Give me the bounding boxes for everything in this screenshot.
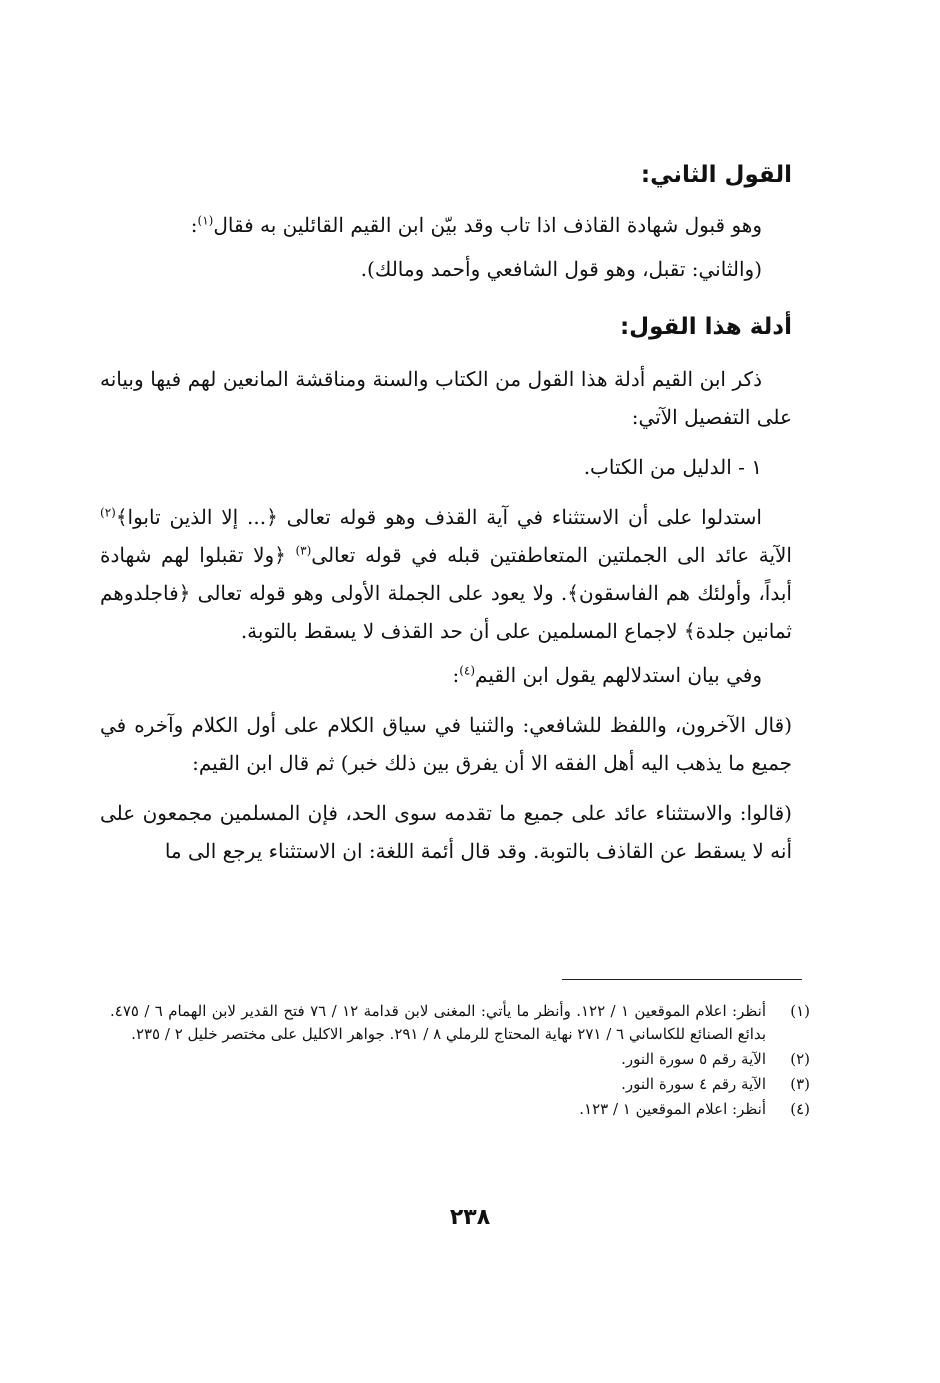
istidlal-text-a: استدلوا على أن الاستثناء في آية القذف وهو قوله تعالى ﴿... إلا الذين تابوا﴾ — [115, 505, 762, 529]
heading-second-opinion: القول الثاني: — [640, 162, 792, 188]
paragraph-intro — [100, 206, 792, 244]
paragraph-evidence-intro: ذكر ابن القيم أدلة هذا القول من الكتاب والسنة ومناقشة المانعين لهم فيها وبيانه على التفصيل الآتي: — [100, 367, 792, 429]
footnote-number: (٢) — [790, 1050, 810, 1068]
footnote-divider — [562, 979, 802, 980]
paragraph-bayan — [100, 656, 792, 694]
footnotes — [110, 1000, 810, 1123]
footnote-number: (٤) — [790, 1100, 810, 1118]
footnote-item — [110, 1098, 810, 1121]
footnote-number: (١) — [790, 1002, 810, 1020]
paragraph-quote-2: (قال الآخرون، واللفظ للشافعي: والثنيا في سياق الكلام على أول الكلام وآخره في جميع ما يذهب اليه أهل الفقه الا أن يفرق بين ذلك خبر) ثم قال ابن القيم: — [100, 713, 792, 775]
footnote-text: أنظر: اعلام الموقعين ١ / ١٢٢. وأنظر ما يأتي: المغنى لابن قدامة ١٢ / ٧٦ فتح القدير لابن الهمام ٦ / ٤٧٥. بدائع الصنائع للكاساني ٦ / ٢٧١ نهاية المحتاج للرملي ٨ / ٢٩١. جواهر الاكليل على مختصر خليل ٢ / ٢٣٥. — [110, 1002, 767, 1043]
footnote-ref-3[interactable]: (٣) — [295, 543, 312, 558]
footnote-ref-4[interactable]: (٤) — [459, 663, 476, 678]
bayan-end: : — [452, 663, 460, 687]
heading-evidence: أدلة هذا القول: — [619, 314, 792, 340]
page-body — [100, 150, 792, 882]
footnote-ref-2[interactable]: (٢) — [100, 505, 116, 520]
istidlal-text-c: ﴿ولا تقبلوا لهم شهادة أبداً، وأولئك هم الفاسقون﴾. ولا يعود على الجملة الأولى وهو قوله تعالى ﴿فاجلدوهم ثمانين جلدة﴾ لاجماع المسلمين على أن حد القذف لا يسقط بالتوبة. — [100, 543, 792, 643]
footnote-ref-1[interactable]: (١) — [197, 213, 214, 228]
page-number: ٢٣٨ — [449, 1205, 491, 1230]
footnote-item — [110, 1073, 810, 1096]
footnote-text: الآية رقم ٤ سورة النور. — [621, 1075, 766, 1093]
intro-end: : — [190, 213, 198, 237]
footnote-text: الآية رقم ٥ سورة النور. — [621, 1050, 766, 1068]
footnote-item — [110, 1000, 810, 1046]
istidlal-text-b: الآية عائد الى الجملتين المتعاطفتين قبله في قوله تعالى — [311, 543, 792, 567]
paragraph-istidlal — [100, 498, 792, 650]
paragraph-quote-1: (والثاني: تقبل، وهو قول الشافعي وأحمد ومالك). — [360, 257, 762, 281]
footnote-item — [110, 1048, 810, 1071]
footnote-number: (٣) — [790, 1075, 810, 1093]
footnote-text: أنظر: اعلام الموقعين ١ / ١٢٣. — [579, 1100, 766, 1118]
paragraph-quote-3: (قالوا: والاستثناء عائد على جميع ما تقدمه سوى الحد، فإن المسلمين مجمعون على أنه لا يسقط عن القاذف بالتوبة. وقد قال أئمة اللغة: ان الاستثناء يرجع الى ما — [100, 801, 792, 863]
intro-text: وهو قبول شهادة القاذف اذا تاب وقد بيّن ابن القيم القائلين به فقال — [213, 213, 762, 237]
bayan-text: وفي بيان استدلالهم يقول ابن القيم — [475, 663, 762, 687]
paragraph-item-1: ١ - الدليل من الكتاب. — [583, 455, 762, 479]
